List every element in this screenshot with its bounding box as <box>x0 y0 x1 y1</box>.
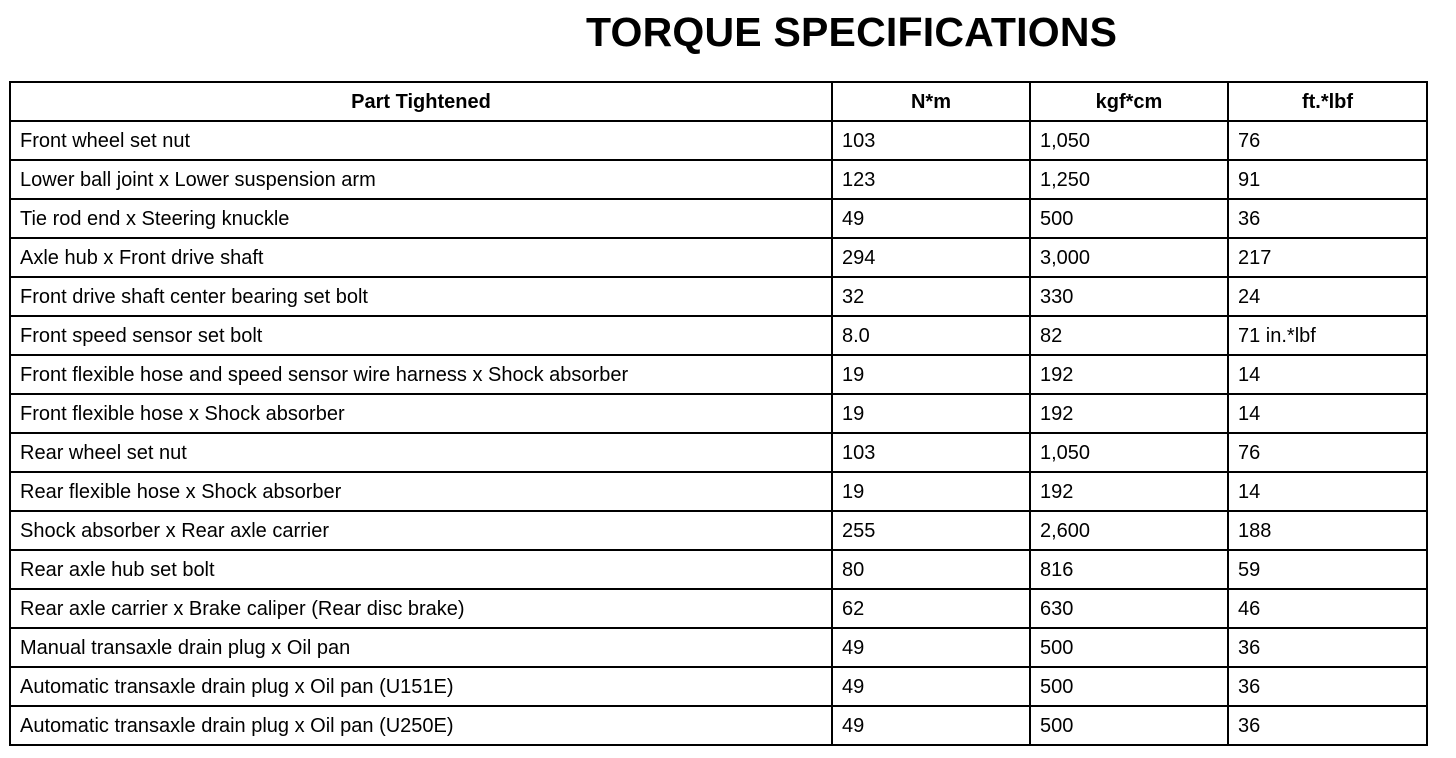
cell-nm: 8.0 <box>832 316 1030 355</box>
cell-ft-lbf: 59 <box>1228 550 1427 589</box>
table-row <box>10 706 1427 745</box>
cell-nm: 294 <box>832 238 1030 277</box>
cell-kgf-cm: 2,600 <box>1030 511 1228 550</box>
cell-nm: 19 <box>832 394 1030 433</box>
cell-ft-lbf: 36 <box>1228 706 1427 745</box>
table-row <box>10 277 1427 316</box>
cell-kgf-cm: 630 <box>1030 589 1228 628</box>
cell-ft-lbf: 14 <box>1228 355 1427 394</box>
cell-kgf-cm: 192 <box>1030 472 1228 511</box>
cell-part: Tie rod end x Steering knuckle <box>10 199 832 238</box>
table-row <box>10 160 1427 199</box>
table-row <box>10 121 1427 160</box>
cell-ft-lbf: 46 <box>1228 589 1427 628</box>
cell-kgf-cm: 500 <box>1030 667 1228 706</box>
cell-ft-lbf: 14 <box>1228 394 1427 433</box>
cell-ft-lbf: 76 <box>1228 433 1427 472</box>
cell-ft-lbf: 76 <box>1228 121 1427 160</box>
cell-part: Rear axle carrier x Brake caliper (Rear disc brake) <box>10 589 832 628</box>
cell-kgf-cm: 816 <box>1030 550 1228 589</box>
cell-nm: 49 <box>832 706 1030 745</box>
table-row <box>10 394 1427 433</box>
cell-part: Automatic transaxle drain plug x Oil pan (U151E) <box>10 667 832 706</box>
cell-nm: 62 <box>832 589 1030 628</box>
cell-ft-lbf: 71 in.*lbf <box>1228 316 1427 355</box>
cell-kgf-cm: 330 <box>1030 277 1228 316</box>
cell-nm: 32 <box>832 277 1030 316</box>
cell-part: Front speed sensor set bolt <box>10 316 832 355</box>
table-row <box>10 667 1427 706</box>
cell-part: Front flexible hose and speed sensor wire harness x Shock absorber <box>10 355 832 394</box>
cell-nm: 49 <box>832 199 1030 238</box>
cell-ft-lbf: 188 <box>1228 511 1427 550</box>
cell-nm: 80 <box>832 550 1030 589</box>
table-row <box>10 550 1427 589</box>
cell-ft-lbf: 36 <box>1228 628 1427 667</box>
table-row <box>10 511 1427 550</box>
cell-part: Rear flexible hose x Shock absorber <box>10 472 832 511</box>
cell-ft-lbf: 36 <box>1228 199 1427 238</box>
cell-ft-lbf: 36 <box>1228 667 1427 706</box>
cell-nm: 49 <box>832 628 1030 667</box>
table-row <box>10 355 1427 394</box>
cell-kgf-cm: 500 <box>1030 706 1228 745</box>
cell-nm: 255 <box>832 511 1030 550</box>
cell-part: Front wheel set nut <box>10 121 832 160</box>
page-title: TORQUE SPECIFICATIONS <box>586 9 1118 55</box>
cell-kgf-cm: 82 <box>1030 316 1228 355</box>
cell-nm: 103 <box>832 121 1030 160</box>
table-row <box>10 238 1427 277</box>
cell-kgf-cm: 500 <box>1030 199 1228 238</box>
table-row <box>10 433 1427 472</box>
header-row <box>10 82 1427 121</box>
cell-part: Shock absorber x Rear axle carrier <box>10 511 832 550</box>
header-part-tightened: Part Tightened <box>10 82 832 121</box>
header-nm: N*m <box>832 82 1030 121</box>
cell-nm: 103 <box>832 433 1030 472</box>
cell-ft-lbf: 14 <box>1228 472 1427 511</box>
cell-part: Front flexible hose x Shock absorber <box>10 394 832 433</box>
cell-part: Lower ball joint x Lower suspension arm <box>10 160 832 199</box>
cell-part: Rear axle hub set bolt <box>10 550 832 589</box>
cell-kgf-cm: 3,000 <box>1030 238 1228 277</box>
cell-nm: 49 <box>832 667 1030 706</box>
cell-nm: 19 <box>832 355 1030 394</box>
table-body <box>10 121 1427 745</box>
cell-nm: 123 <box>832 160 1030 199</box>
table-row <box>10 628 1427 667</box>
cell-kgf-cm: 500 <box>1030 628 1228 667</box>
cell-part: Automatic transaxle drain plug x Oil pan (U250E) <box>10 706 832 745</box>
cell-kgf-cm: 1,050 <box>1030 433 1228 472</box>
table-row <box>10 472 1427 511</box>
cell-ft-lbf: 217 <box>1228 238 1427 277</box>
cell-kgf-cm: 1,050 <box>1030 121 1228 160</box>
torque-spec-table <box>9 81 1428 746</box>
table-row <box>10 316 1427 355</box>
cell-ft-lbf: 24 <box>1228 277 1427 316</box>
cell-kgf-cm: 192 <box>1030 394 1228 433</box>
table-header <box>10 82 1427 121</box>
table-row <box>10 589 1427 628</box>
cell-kgf-cm: 192 <box>1030 355 1228 394</box>
table-row <box>10 199 1427 238</box>
cell-part: Axle hub x Front drive shaft <box>10 238 832 277</box>
cell-part: Front drive shaft center bearing set bolt <box>10 277 832 316</box>
header-ft-lbf: ft.*lbf <box>1228 82 1427 121</box>
cell-part: Manual transaxle drain plug x Oil pan <box>10 628 832 667</box>
cell-nm: 19 <box>832 472 1030 511</box>
cell-kgf-cm: 1,250 <box>1030 160 1228 199</box>
cell-ft-lbf: 91 <box>1228 160 1427 199</box>
header-kgf-cm: kgf*cm <box>1030 82 1228 121</box>
cell-part: Rear wheel set nut <box>10 433 832 472</box>
